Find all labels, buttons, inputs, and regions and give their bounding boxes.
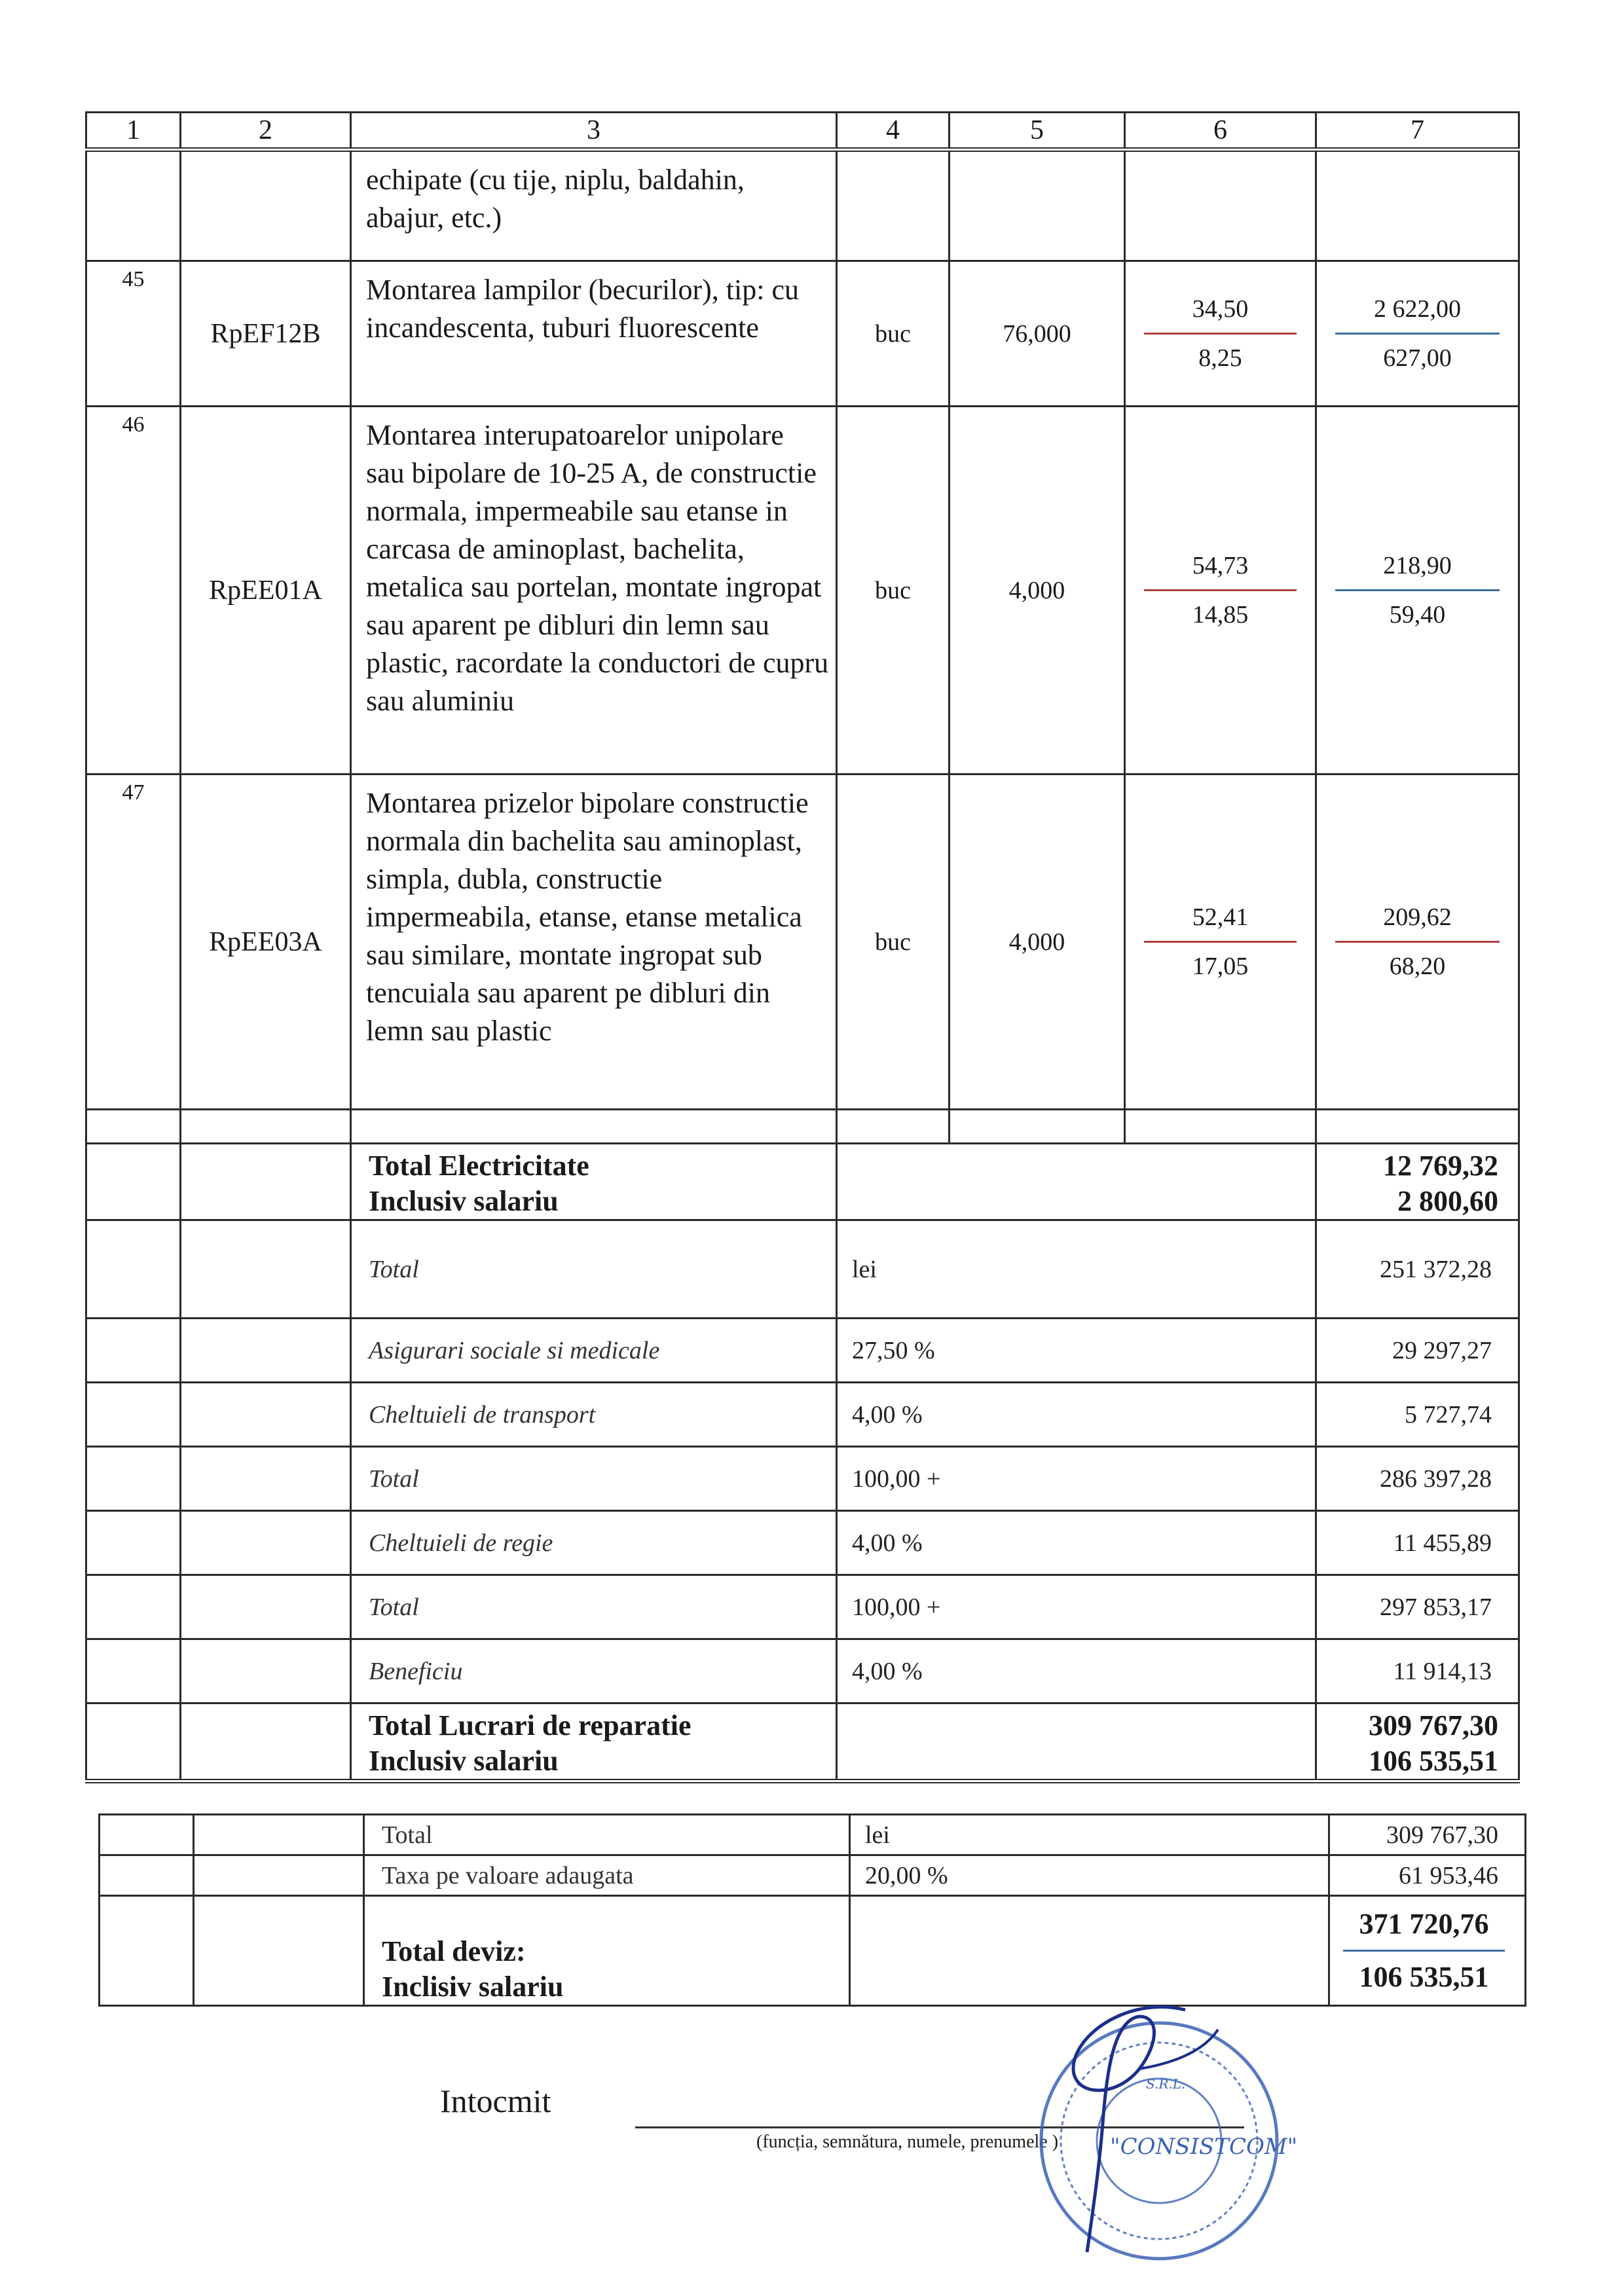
summary-row <box>86 1575 1519 1639</box>
total-salary: 627,00 <box>1335 333 1500 373</box>
vat-row <box>100 1815 1526 1855</box>
row-unit: buc <box>837 774 950 1110</box>
total-reparatie-label: Total Lucrari de reparatie Inclusiv salariu <box>351 1704 837 1781</box>
prepared-by-label: Intocmit <box>440 2083 551 2119</box>
col-header: 4 <box>837 113 950 150</box>
summary-row <box>86 1220 1519 1319</box>
vat-label: Taxa pe valoare adaugata <box>364 1855 850 1896</box>
row-quantity: 76,000 <box>950 261 1125 407</box>
summary-label: Beneficiu <box>351 1639 837 1704</box>
col-header: 7 <box>1316 113 1519 150</box>
col-header: 6 <box>1125 113 1316 150</box>
summary-value: 251 372,28 <box>1316 1220 1519 1319</box>
col-header: 1 <box>86 113 181 150</box>
total-material: 218,90 <box>1383 552 1452 579</box>
total-deviz-label: Total deviz: Inclisiv salariu <box>364 1896 850 2006</box>
company-stamp-icon <box>982 1990 1298 2285</box>
summary-row <box>86 1447 1519 1511</box>
svg-text:"CONSISTCOM": "CONSISTCOM" <box>1110 2134 1298 2160</box>
summary-value: 11 455,89 <box>1316 1511 1519 1575</box>
row-unit-price <box>1125 261 1316 407</box>
vat-value: 61 953,46 <box>1329 1855 1526 1896</box>
summary-rate: 100,00 + <box>837 1447 1316 1511</box>
summary-value: 29 297,27 <box>1316 1319 1519 1383</box>
row-description: Montarea interupatoarelor unipolare sau bipolare de 10-25 A, de constructie normala, impermeabile sau etanse in carcasa de aminoplast, bachelita, metalica sau portelan, montate ingropat sau aparent pe dibluri din lemn sau plastic, racordate la conductori de cupru sau aluminiu <box>351 407 837 774</box>
vat-rate: lei <box>850 1815 1329 1855</box>
summary-rate: 4,00 % <box>837 1639 1316 1704</box>
col-header: 5 <box>950 113 1125 150</box>
row-total <box>1316 261 1519 407</box>
row-code: RpEE03A <box>181 774 351 1110</box>
summary-label: Total <box>351 1220 837 1319</box>
row-number: 47 <box>86 774 181 1110</box>
row-number <box>86 150 181 261</box>
summary-row <box>86 1319 1519 1383</box>
col-header: 2 <box>181 113 351 150</box>
row-total <box>1316 150 1519 261</box>
vat-table <box>98 1813 1526 2007</box>
table-row <box>86 150 1519 261</box>
summary-row <box>86 1511 1519 1575</box>
total-electricitate-value: 12 769,32 2 800,60 <box>1316 1144 1519 1220</box>
total-material: 2 622,00 <box>1374 295 1461 323</box>
vat-label: Total <box>364 1815 850 1855</box>
row-unit: buc <box>837 407 950 774</box>
summary-row <box>86 1639 1519 1704</box>
table-row <box>86 774 1519 1110</box>
signature-caption: (funcția, semnătura, numele, prenumele ) <box>756 2132 1059 2152</box>
summary-row <box>86 1383 1519 1447</box>
row-description: Montarea lampilor (becurilor), tip: cu incandescenta, tuburi fluorescente <box>351 261 837 407</box>
row-description: Montarea prizelor bipolare constructie normala din bachelita sau aminoplast, simpla, dubla, constructie impermeabila, etanse, etanse metalica sau similare, montate ingropat sub tencuiala sau aparent pe dibluri din lemn sau plastic <box>351 774 837 1110</box>
summary-rate: 4,00 % <box>837 1511 1316 1575</box>
col-header: 3 <box>351 113 837 150</box>
summary-rate: 4,00 % <box>837 1383 1316 1447</box>
row-quantity: 4,000 <box>950 774 1125 1110</box>
summary-label: Cheltuieli de transport <box>351 1383 837 1447</box>
row-total <box>1316 407 1519 774</box>
total-material: 209,62 <box>1383 903 1452 931</box>
summary-value: 297 853,17 <box>1316 1575 1519 1639</box>
row-unit: buc <box>837 261 950 407</box>
row-number: 45 <box>86 261 181 407</box>
price-material: 54,73 <box>1192 552 1249 579</box>
price-salary: 14,85 <box>1144 589 1297 629</box>
summary-label: Asigurari sociale si medicale <box>351 1319 837 1383</box>
row-unit-price <box>1125 774 1316 1110</box>
column-header-row <box>86 113 1519 150</box>
row-unit <box>837 150 950 261</box>
svg-text:S.R.L.: S.R.L. <box>1146 2076 1186 2092</box>
total-deviz-value: 371 720,76 106 535,51 <box>1329 1896 1526 2006</box>
total-salary: 68,20 <box>1335 941 1500 981</box>
estimate-table <box>85 111 1520 1783</box>
total-reparatie-row <box>86 1704 1519 1781</box>
total-electricitate-label: Total Electricitate Inclusiv salariu <box>351 1144 837 1220</box>
vat-rate: 20,00 % <box>850 1855 1329 1896</box>
total-deviz-row <box>100 1896 1526 2006</box>
summary-label: Total <box>351 1575 837 1639</box>
row-quantity <box>950 150 1125 261</box>
summary-rate: lei <box>837 1220 1316 1319</box>
table-row <box>86 407 1519 774</box>
spacer-row <box>86 1110 1519 1144</box>
row-total <box>1316 774 1519 1110</box>
row-number: 46 <box>86 407 181 774</box>
summary-label: Cheltuieli de regie <box>351 1511 837 1575</box>
summary-value: 11 914,13 <box>1316 1639 1519 1704</box>
row-code: RpEF12B <box>181 261 351 407</box>
summary-value: 5 727,74 <box>1316 1383 1519 1447</box>
row-code <box>181 150 351 261</box>
row-unit-price <box>1125 150 1316 261</box>
row-quantity: 4,000 <box>950 407 1125 774</box>
summary-label: Total <box>351 1447 837 1511</box>
table-row <box>86 261 1519 407</box>
summary-rate: 27,50 % <box>837 1319 1316 1383</box>
price-material: 52,41 <box>1192 903 1249 931</box>
total-salary: 59,40 <box>1335 589 1500 629</box>
total-electricitate-row <box>86 1144 1519 1220</box>
price-material: 34,50 <box>1192 295 1249 323</box>
price-salary: 8,25 <box>1144 333 1297 373</box>
vat-value: 309 767,30 <box>1329 1815 1526 1855</box>
summary-value: 286 397,28 <box>1316 1447 1519 1511</box>
row-code: RpEE01A <box>181 407 351 774</box>
summary-rate: 100,00 + <box>837 1575 1316 1639</box>
row-description: echipate (cu tije, niplu, baldahin, abajur, etc.) <box>351 150 837 261</box>
price-salary: 17,05 <box>1144 941 1297 981</box>
vat-row <box>100 1855 1526 1896</box>
total-reparatie-value: 309 767,30 106 535,51 <box>1316 1704 1519 1781</box>
row-unit-price <box>1125 407 1316 774</box>
